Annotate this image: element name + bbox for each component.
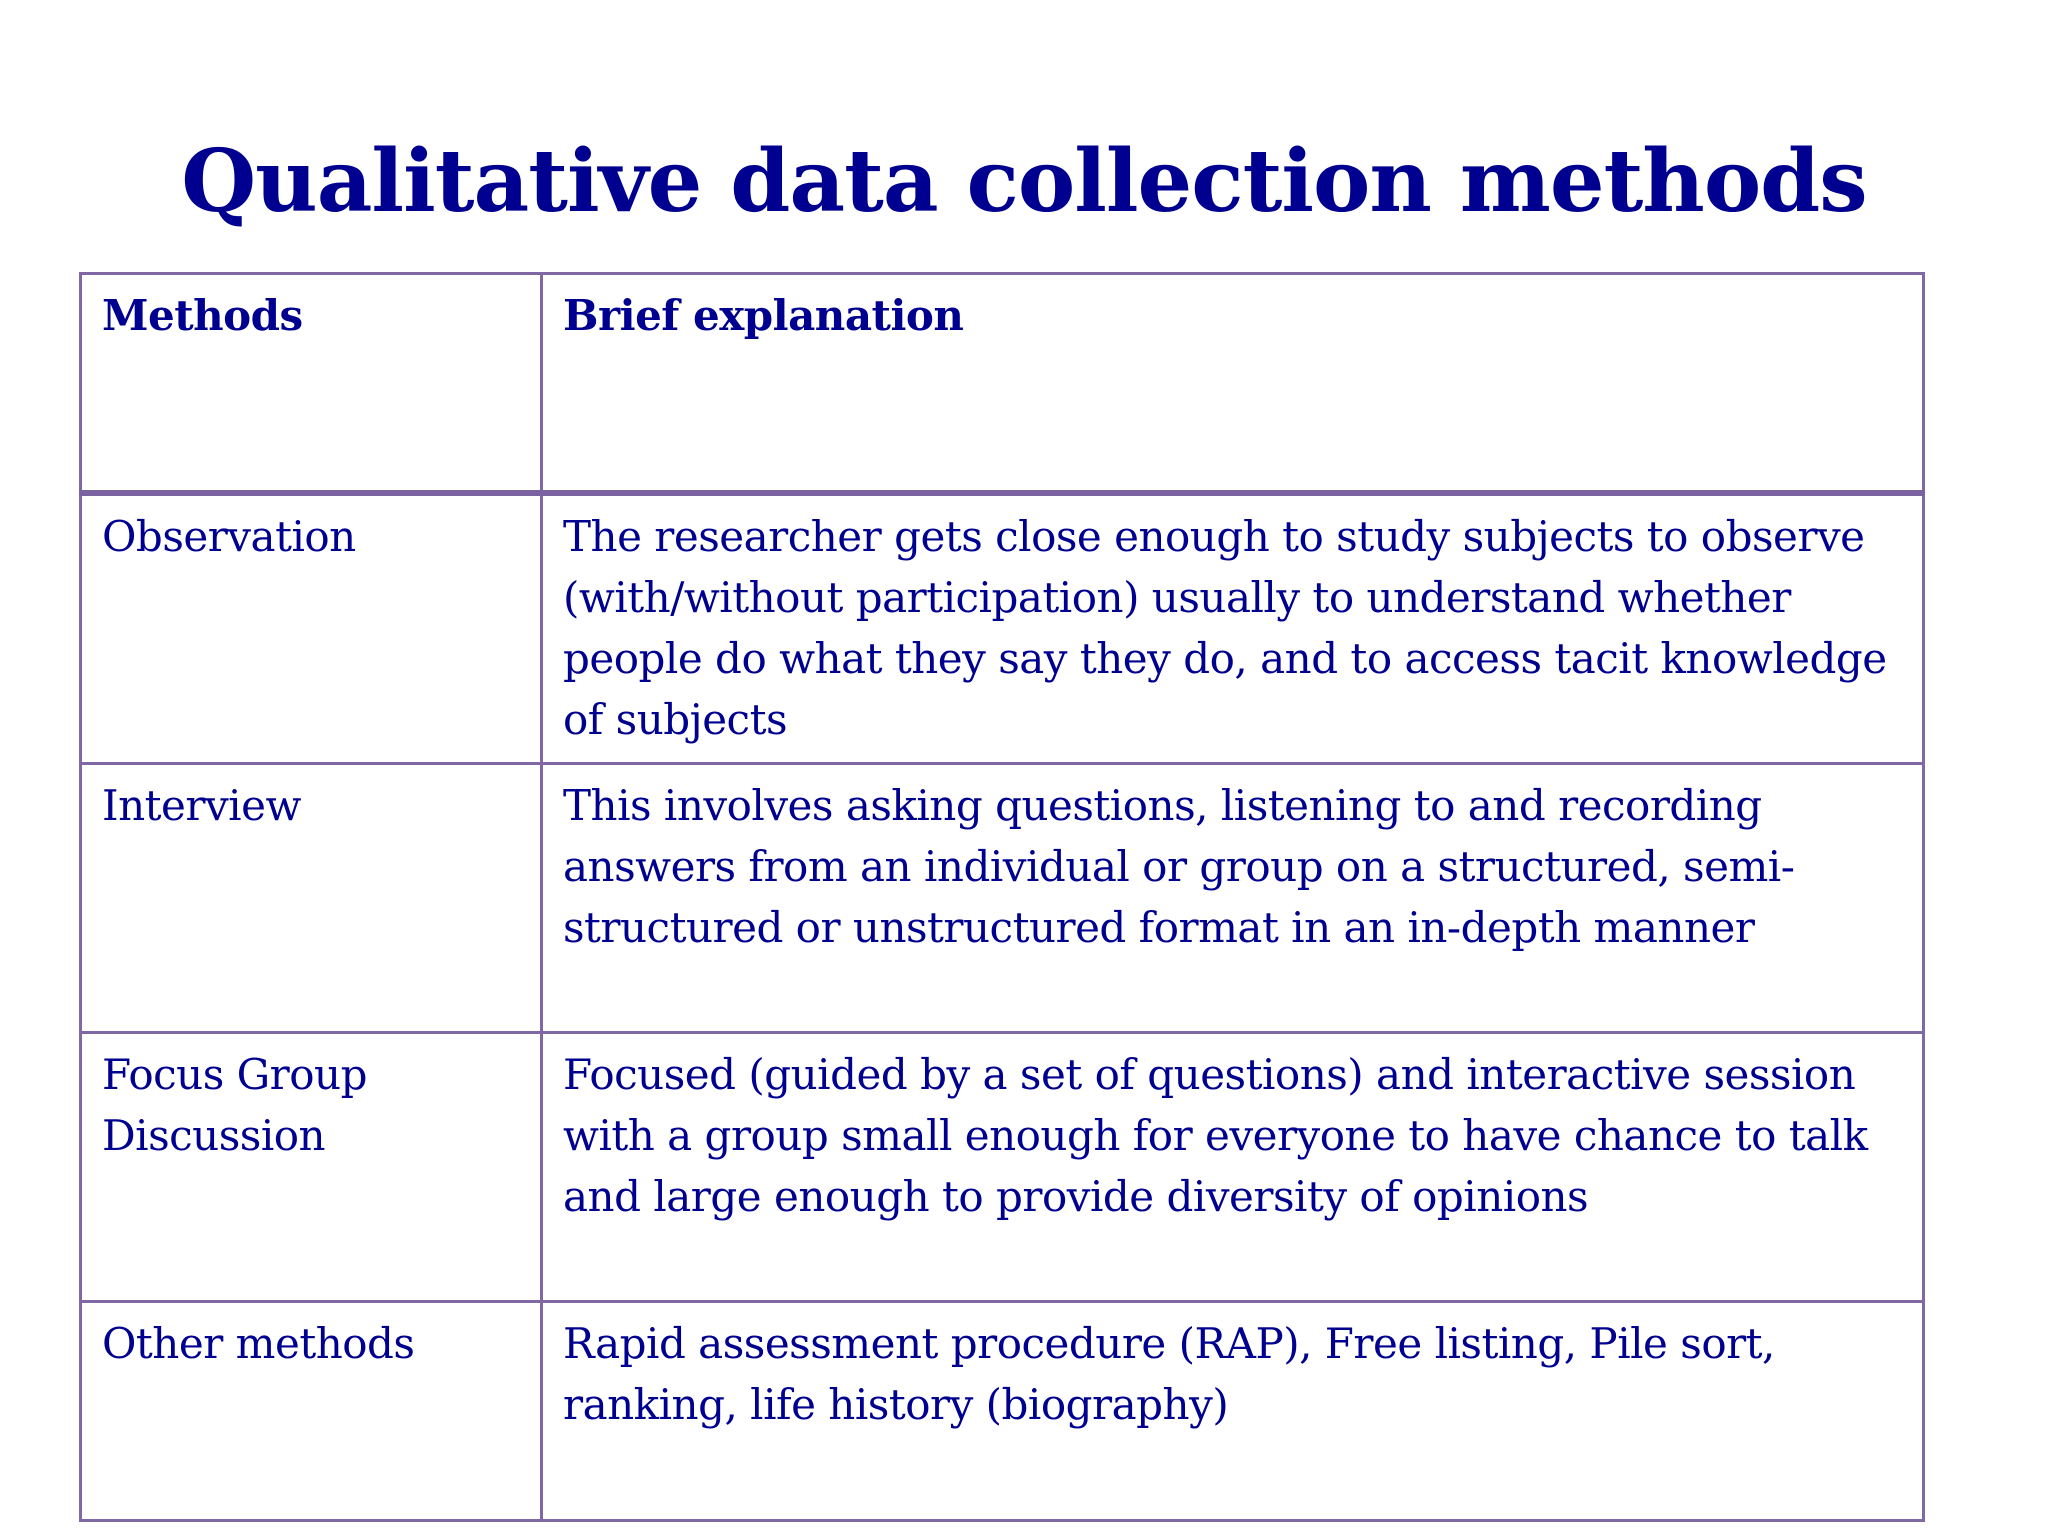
- explanation-cell: This involves asking questions, listening to and recording answers from an individual or group on a structured, semi-structured or unstructured format in an in-depth manner: [542, 764, 1924, 1033]
- table-row: [81, 1033, 1924, 1302]
- header-methods: Methods: [81, 274, 542, 494]
- slide-title: Qualitative data collection methods: [181, 131, 1867, 232]
- method-cell: Interview: [81, 764, 542, 1033]
- method-cell: Focus Group Discussion: [81, 1033, 542, 1302]
- table-row: [81, 1302, 1924, 1521]
- methods-table: [79, 272, 1925, 1522]
- explanation-cell: Rapid assessment procedure (RAP), Free listing, Pile sort, ranking, life history (biography): [542, 1302, 1924, 1521]
- table-row: [81, 493, 1924, 764]
- table-row: [81, 764, 1924, 1033]
- header-explanation: Brief explanation: [542, 274, 1924, 494]
- explanation-cell: The researcher gets close enough to study subjects to observe (with/without participation) usually to understand whether people do what they say they do, and to access tacit knowledge of subjects: [542, 493, 1924, 764]
- explanation-cell: Focused (guided by a set of questions) and interactive session with a group small enough for everyone to have chance to talk and large enough to provide diversity of opinions: [542, 1033, 1924, 1302]
- method-cell: Other methods: [81, 1302, 542, 1521]
- method-cell: Observation: [81, 493, 542, 764]
- table-header-row: [81, 274, 1924, 494]
